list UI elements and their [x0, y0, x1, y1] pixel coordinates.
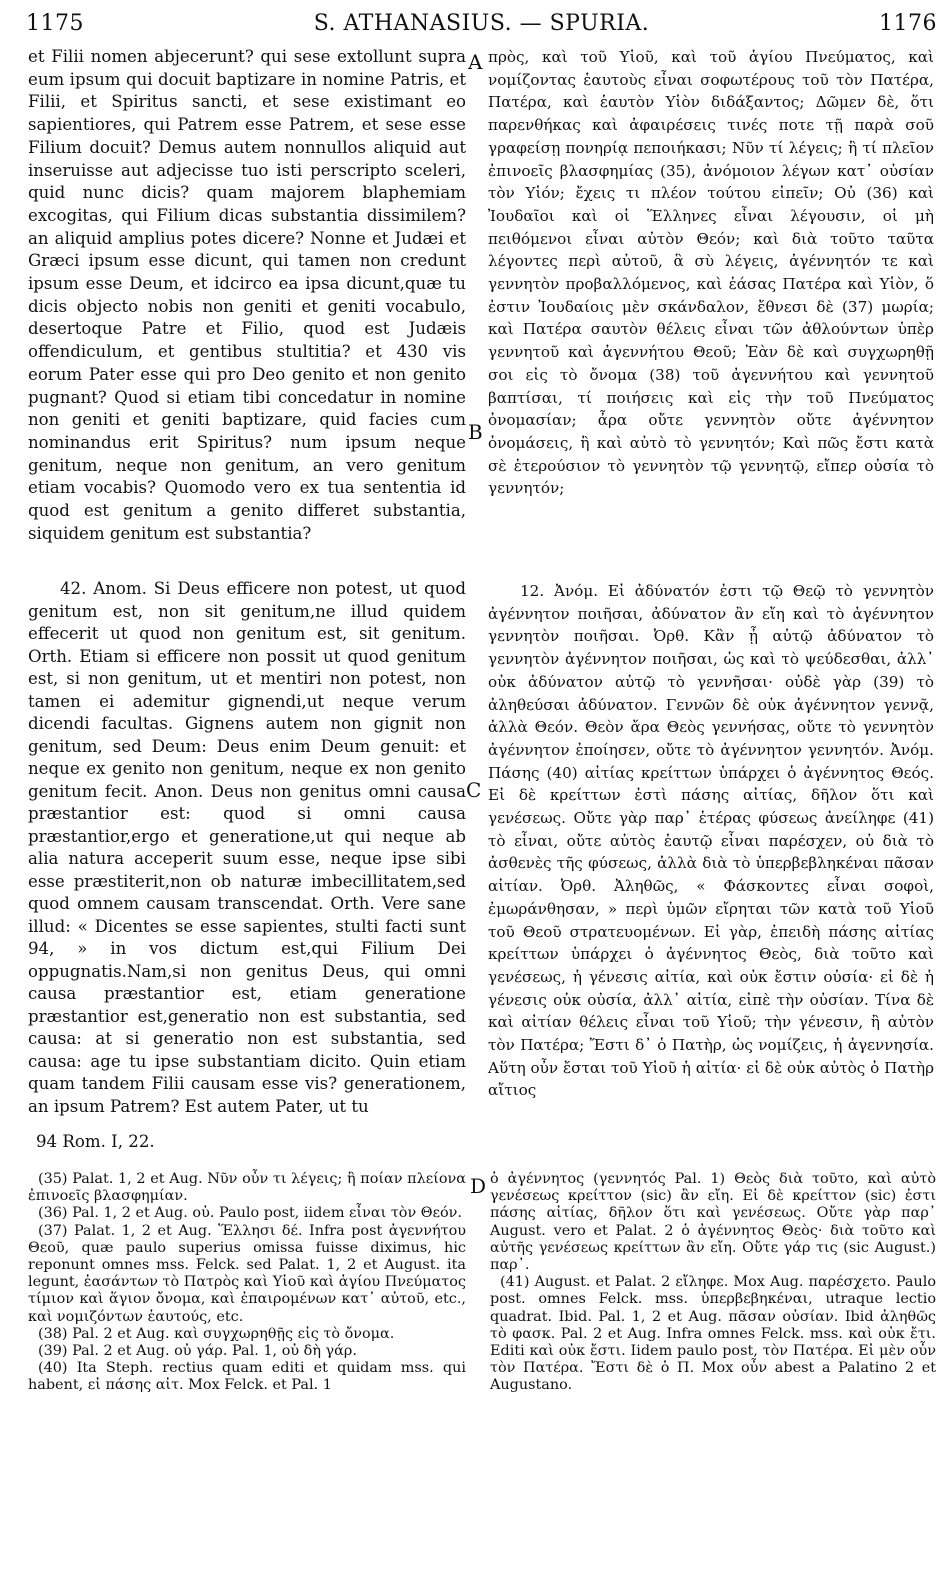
margin-marker-c: C — [466, 778, 482, 802]
footnote: (40) Ita Steph. rectius quam editi et quidam mss. qui habent, εἰ πάσης αἰτ. Mox Felck. et Pal. 1 — [28, 1360, 466, 1394]
greek-paragraph: πρὸς, καὶ τοῦ Υἱοῦ, καὶ τοῦ ἁγίου Πνεύματος, καὶ νομίζοντας ἑαυτοὺς εἶναι σοφωτέρους τοῦ τὸν Πατέρα, Πατέρα, καὶ ἑαυτὸν Υἱὸν διδάξαντος; Δῶμεν δὲ, ὅτι παρενθήκας καὶ ἀφαιρέσεις τινές ποτε τῇ παρὰ σοῦ γραφείσῃ πονηρίᾳ πεποιήκασι; Νῦν τί λέγεις; ἢ τί πλεῖον ἐπινοεῖς βλασφημίας (35), ἀνόμοιον λέγων κατ᾽ οὐσίαν τὸν Υἱόν; ἔχεις τι πλέον τούτου εἰπεῖν; Οὐ (36) καὶ Ἰουδαῖοι καὶ οἱ Ἕλληνες εἶναι λέγουσιν, οἱ μὴ πειθόμενοι εἶναι αὐτὸν Θεόν; καὶ διὰ τοῦτο ταῦτα λέγοντες περὶ αὐτοῦ, ἃ σὺ λέγεις, ἀγέννητόν τε καὶ γεννητὸν προβαλλόμενος, καὶ ἐάσας Πατέρα καὶ Υἱὸν, ὅ ἐστιν Ἰουδαίοις μὲν σκάνδαλον, ἔθνεσι δὲ (37) μωρία; καὶ Πατέρα σαυτὸν θέλεις εἶναι τῶν ἀθλούντων ὑπὲρ γεννητοῦ καὶ ἀγεννήτου Θεοῦ; Ἐὰν δὲ καὶ συγχωρηθῇ σοι εἰς τὸ ὄνομα (38) τοῦ ἀγεννήτου καὶ γεννητοῦ βαπτίσαι, τί ποιήσεις καὶ εἰς τὴν τοῦ Πνεύματος ὀνομασίαν; ἆρα οὔτε γεννητὸν οὔτε ἀγέννητον ὀνομάσεις, ἢ καὶ αὐτὸ τὸ γεννητόν; Καὶ πῶς ἔστι κατὰ σὲ ἑτερούσιον τὸ γεννητὸν τῷ γεννητῷ, εἴπερ οὐσία τὸ γεννητόν; — [488, 48, 934, 498]
margin-marker-d: D — [470, 1174, 487, 1198]
margin-marker-a: A — [468, 50, 483, 74]
latin-section-42: 42. Anom. Si Deus efficere non potest, ut quod genitum est, non sit genitum,ne illud quidem effecerit ut quod non genitum est, sit genitum. Orth. Etiam si efficere non possit ut quod genitum est, si non genitum, ut et mentiri non potest, non tamen ei ademitur gignendi,ut neque verum dicendi facultas. Gignens autem non gignit non genitum, sed Deum: Deus enim Deum genuit: et neque ex genito non genitum, neque ex non genito genitum fecit. Anon. Deus non genitus omni causa præstantior est: quod si omni causa præstantior,ergo et generatione,ut qui neque ab alia natura acceperit suum esse, neque ipse sibi esse præstiterit,non ob naturæ imbecillitatem,sed quod omnem causam transcendat. Orth. Vere sane illud: « Dicentes se esse sapientes, stulti facti sunt 94, » in vos dictum est,qui Filium Dei oppugnatis.Nam,si non genitus Deus, qui omni causa præstantior est, etiam generatione præstantior est,generatio non est substantia, sed causa: at si generatio non est substantia, sed causa: age tu ipse substantiam dicito. Quin etiam quam tandem Filii causam esse vis? generationem, an ipsum Patrem? Est autem Pater, ut tu — [28, 579, 466, 1116]
footnote: (37) Palat. 1, 2 et Aug. Ἕλλησι δέ. Infra post ἀγεννήτου Θεοῦ, quæ paulo superius omissa fuisse diximus, hic reponunt omnes mss. Felck. sed Palat. 1, 2 et August. ita legunt, ἐασάντων τὸ Πατρὸς καὶ Υἱοῦ καὶ ἁγίου Πνεύματος τίμιον καὶ ἅγιον ὄνομα, καὶ ἐπαιρομένων κατ᾽ αὐτοῦ, etc., καὶ νομιζόντων ἑαυτούς, etc. — [28, 1222, 466, 1325]
margin-marker-b: B — [468, 420, 483, 444]
latin-text-bottom — [28, 578, 466, 1118]
footnote: (41) August. et Palat. 2 εἴληφε. Mox Aug. παρέσχετο. Paulo post. omnes Felck. mss. ὑπερβεβηκέναι, utraque lectio quadrat. Ibid. Pal. 1, 2 et Aug. πᾶσαν οὐσίαν. Ibid ἀληθῶς τὸ φασκ. Pal. 2 et Aug. Infra omnes Felck. mss. καὶ οὐκ ἔτι. Editi καὶ οὐκ ἔστι. Iidem paulo post, τὸν Πατέρα. Εἰ μὲν οὖν τὸν Πατέρα. Ἔστι δὲ ὁ Π. Mox οὖν abest a Palatino 2 et Augustano. — [490, 1274, 936, 1394]
footnotes-right — [490, 1171, 936, 1395]
footnotes-left — [28, 1171, 466, 1395]
greek-section-12: 12. Ἀνόμ. Εἰ ἀδύνατόν ἐστι τῷ Θεῷ τὸ γεννητὸν ἀγέννητον ποιῆσαι, ἀδύνατον ἂν εἴη καὶ τὸ ἀγέννητον γεννητὸν ποιῆσαι. Ὀρθ. Κἂν ᾖ αὐτῷ ἀδύνατον τὸ γεννητὸν ἀγέννητον ποιῆσαι, ὡς καὶ τὸ ψεύδεσθαι, ἀλλ᾽ οὐκ ἀδύνατον αὐτῷ τὸ γεννῆσαι· οὐδὲ γὰρ (39) τὸ ἀληθεύσαι ἀδύνατον. Γεννῶν δὲ οὐκ ἀγέννητον γεννᾷ, ἀλλὰ Θεόν. Θεὸν ἄρα Θεὸς γεννήσας, οὔτε τὸ γεννητὸν ἀγέννητον ἐποίησεν, οὔτε τὸ ἀγέννητον γεννητόν. Ἀνόμ. Πάσης (40) αἰτίας κρείττων ὑπάρχει ὁ ἀγέννητος Θεός. Εἰ δὲ κρείττων ἐστὶ πάσης αἰτίας, δῆλον ὅτι καὶ γενέσεως. Οὔτε γὰρ παρ᾽ ἑτέρας φύσεως ἀνείληφε (41) τὸ εἶναι, οὔτε αὐτὸς ἑαυτῷ εἶναι παρέσχεν, οὐ διὰ τὸ ἀσθενὲς τῆς φύσεως, ἀλλὰ διὰ τὸ ὑπερβεβληκέναι πᾶσαν αἰτίαν. Ὀρθ. Ἀληθῶς, « Φάσκοντες εἶναι σοφοὶ, ἐμωράνθησαν, » περὶ ὑμῶν εἴρηται τῶν κατὰ τοῦ Υἱοῦ τοῦ Θεοῦ στρατευομένων. Εἰ γὰρ, ἐπειδὴ πάσης αἰτίας κρείττων ὑπάρχει ὁ ἀγέννητος Θεὸς, διὰ τοῦτο καὶ γενέσεως, ἡ γένεσις αἰτία, καὶ οὐκ ἔστιν οὐσία· εἰ δὲ ἡ γένεσις οὐκ οὐσία, ἀλλ᾽ αἰτία, εἰπὲ τὴν οὐσίαν. Τίνα δὲ καὶ αἰτίαν θέλεις εἶναι τοῦ Υἱοῦ; τὴν γένεσιν, ἢ αὐτὸν τὸν Πατέρα; Ἔστι δ᾽ ὁ Πατὴρ, ὡς νομίζεις, ἡ ἀγεννησία. Αὕτη οὖν ἔσται τοῦ Υἱοῦ ἡ αἰτία· εἰ δὲ οὐκ αὐτὸς ὁ Πατὴρ αἴτιος — [488, 582, 934, 1100]
footnote: (36) Pal. 1, 2 et Aug. οὐ. Paulo post, iidem εἶναι τὸν Θεόν. — [38, 1205, 463, 1222]
reference-text: 94 Rom. I, 22. — [36, 1132, 155, 1151]
latin-paragraph: et Filii nomen abjecerunt? qui sese extollunt supra eum ipsum qui docuit baptizare in nomine Patris, et Filii, et Spiritus sancti, et sese existimant eo sapientiores, qui Patrem esse Patrem, et sese esse Filium docuit? Demus autem nonnullos aliquid aut inseruisse aut adjecisse tuo isti perscripto sceleri, quid nunc dicis? quam majorem blaphemiam excogitas, qui Filium dicas substantia dissimilem?an aliquid amplius potes dicere? Nonne et Judæi et Græci ipsum esse dicunt, qui tamen non credunt ipsum esse Deum, et idcirco ea ipsa dicunt,quæ tu dicis objecto nobis non geniti et geniti vocabulo, desertoque Patre et Filio, quod est Judæis offendiculum, et gentibus stultitia? et 430 vis eorum Pater esse qui pro Deo genito et non genito pugnant? Quod si etiam tibi concedatur in nomine non geniti et geniti baptizare, quid facies cum nominandus erit Spiritus? num ipsum neque genitum, neque non genitum, an vero genitum etiam vocabis? Quomodo vero ex tua sententia id quod est genitum a genito differet substantia, siquidem genitum est substantia? — [28, 47, 466, 543]
running-title: S. ATHANASIUS. — SPURIA. — [313, 10, 650, 36]
footnote: (39) Pal. 2 et Aug. οὐ γάρ. Pal. 1, οὐ δὴ γάρ. — [38, 1343, 357, 1360]
greek-text-top — [488, 46, 934, 500]
footnote: (38) Pal. 2 et Aug. καὶ συγχωρηθῇς εἰς τὸ ὄνομα. — [38, 1325, 395, 1342]
footnote: (35) Palat. 1, 2 et Aug. Νῦν οὖν τι λέγεις; ἢ ποίαν πλείονα ἐπινοεῖς βλασφημίαν. — [28, 1171, 466, 1205]
right-column-number: 1176 — [878, 10, 937, 36]
footnote-continued: ὁ ἀγέννητος (γεννητός Pal. 1) Θεὸς διὰ τοῦτο, καὶ αὐτὸ γενέσεως κρείττον (sic) ἂν εἴη. Εἰ δὲ κρείττον (sic) ἐστι πάσης αἰτίας, δῆλον ὅτι καὶ γενέσεως. Οὔτε γὰρ παρ᾽ August. vero et Palat. 2 ὁ ἀγέννητος Θεὸς· διὰ τοῦτο καὶ αὐτῆς γενέσεως κρείττων ἂν εἴη. Οὔτε γάρ τις (sic August.) παρ᾽. — [490, 1171, 936, 1274]
page-header — [26, 8, 937, 38]
scripture-reference — [28, 1131, 466, 1153]
greek-text-bottom — [488, 580, 934, 1102]
left-column-number: 1175 — [26, 10, 84, 36]
latin-text-top — [28, 46, 466, 545]
